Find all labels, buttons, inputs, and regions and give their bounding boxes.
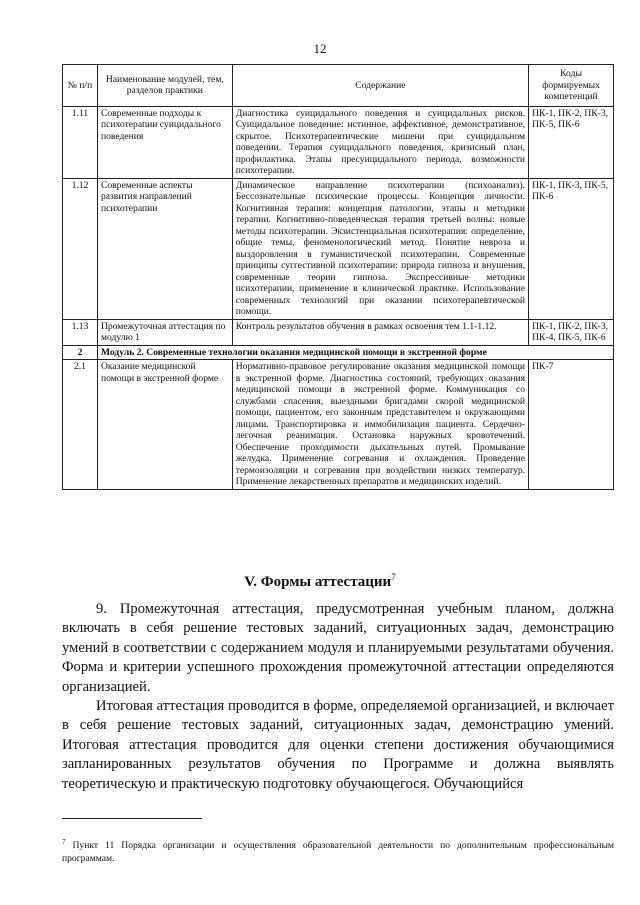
row-num: 2.1 xyxy=(63,360,98,490)
footnote-text: Пункт 11 Порядка организации и осуществления образовательной деятельности по дополнительным профессиональным программам. xyxy=(62,840,614,865)
row-codes: ПК-1, ПК-2, ПК-3, ПК-5, ПК-6 xyxy=(529,106,614,178)
row-codes: ПК-1, ПК-3, ПК-5, ПК-6 xyxy=(529,178,614,319)
table-row xyxy=(63,178,614,319)
table-row xyxy=(63,360,614,490)
row-content: Динамическое направление психотерапии (психоанализ). Бессознательные психические процессы. Концепция личности. Когнитивная терапия: концепция патологии, этапы и методики терапии. Когнитивно-поведенческая терапия третьей волны: новые методы психотерапии. Экзистенциальная психотерапия: определение, общие темы, феноменологический метод. Понятие невроза и выздоровления в гуманистической психотерапии. Современные принципы суггестивной психотерапии: природа гипноза и внушения, современные теории гипноза. Экспрессивные методики психотерапии, применение в клинической практике. Использование современных технологий при оказании психотерапевтической помощи. xyxy=(232,178,528,319)
row-codes: ПК-7 xyxy=(529,360,614,490)
table-row xyxy=(63,106,614,178)
row-content: Диагностика суицидального поведения и суицидальных рисков. Суицидальное поведение: истинное, аффективное, демонстративное, скрытое. Психотерапевтические мишени при суицидальном поведении. Терапия суицидального поведения, кризисный план, профилактика. Этапы пресуицидального периода, возможности психотерапии. xyxy=(232,106,528,178)
row-name: Оказание медицинской помощи в экстренной форме xyxy=(97,360,232,490)
row-name: Современные аспекты развития направлений психотерапии xyxy=(97,178,232,319)
page-number: 12 xyxy=(313,41,327,56)
module-row xyxy=(63,345,614,360)
module-title: Модуль 2. Современные технологии оказания медицинской помощи в экстренной форме xyxy=(97,345,613,360)
footnote-mark: 7 xyxy=(62,838,66,846)
footnote-reference: 7 xyxy=(391,572,396,582)
row-num: 1.11 xyxy=(63,106,98,178)
row-num: 1.13 xyxy=(63,319,98,345)
row-content: Нормативно-правовое регулирование оказания медицинской помощи в экстренной форме. Диагностика состояний, требующих оказания медицинской помощи в экстренной форме. Коммуникация со службами спасения, выездными бригадами скорой медицинской помощи, пациентом, его законным представителем и окружающими лицами. Транспортировка и иммобилизация пациента. Сердечно-легочная реанимация. Остановка наружных кровотечений. Обеспечение проходимости дыхательных путей. Промывание желудка. Применение согревания и охлаждения. Проведение термоизоляции и согревания при воздействии низких температур. Применение лекарственных препаратов и медицинских изделий. xyxy=(232,360,528,490)
header-name: Наименование модулей, тем, разделов практики xyxy=(97,65,232,107)
paragraph: 9. Промежуточная аттестация, предусмотренная учебным планом, должна включать в себя решение тестовых заданий, ситуационных задач, демонстрацию умений в соответствии с содержанием модуля и планируемыми результатами обучения. Форма и критерии успешного прохождения промежуточной аттестации определяются организацией. xyxy=(62,601,614,695)
row-codes: ПК-1, ПК-2, ПК-3, ПК-4, ПК-5, ПК-6 xyxy=(529,319,614,345)
curriculum-table xyxy=(62,64,614,490)
row-name: Промежуточная аттестация по модулю 1 xyxy=(97,319,232,345)
footnote-divider xyxy=(62,818,202,819)
section-heading-text: V. Формы аттестации xyxy=(244,574,392,590)
header-codes: Коды формируемых компетенций xyxy=(529,65,614,107)
body-text xyxy=(62,600,614,794)
table-header-row xyxy=(63,65,614,107)
module-num: 2 xyxy=(63,345,98,360)
row-content: Контроль результатов обучения в рамках освоения тем 1.1-1.12. xyxy=(232,319,528,345)
header-num: № п/п xyxy=(63,65,98,107)
paragraph: Итоговая аттестация проводится в форме, определяемой организацией, и включает в себя решение тестовых заданий, ситуационных задач, демонстрацию умений. Итоговая аттестация проводится для оценки степени достижения обучающимися запланированных результатов обучения по Программе и должна выявлять теоретическую и практическую подготовку обучающегося. Обучающийся xyxy=(62,698,614,792)
section-heading xyxy=(0,572,640,591)
header-content: Содержание xyxy=(232,65,528,107)
row-name: Современные подходы к психотерапии суицидального поведения xyxy=(97,106,232,178)
table-row xyxy=(63,319,614,345)
footnote xyxy=(62,838,614,866)
row-num: 1.12 xyxy=(63,178,98,319)
